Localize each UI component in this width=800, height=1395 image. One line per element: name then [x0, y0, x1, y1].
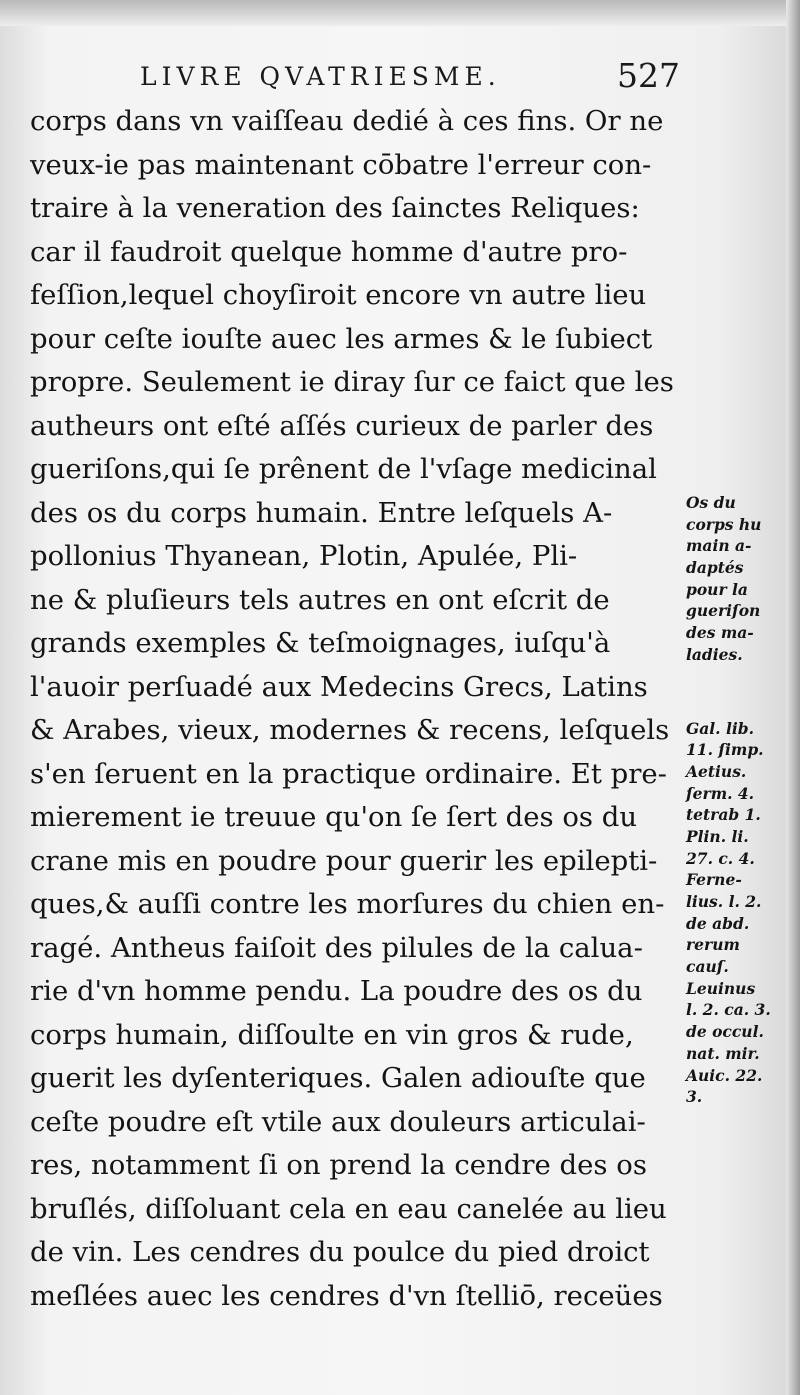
margin-note-line: des ma- [686, 623, 754, 643]
text-line: l'auoir perſuadé aux Medecins Grecs, Latins [30, 670, 648, 703]
margin-note-line: de occul. [686, 1022, 764, 1042]
margin-note-line: 27. c. 4. [686, 848, 755, 868]
text-line: corps dans vn vaiſſeau dedié à ces fins. Or ne [30, 105, 664, 137]
text-line: rie d'vn homme pendu. La poudre des os du [30, 975, 643, 1007]
margin-note-line: gueriſon [686, 601, 761, 621]
margin-note-line: cauſ. [686, 957, 729, 977]
margin-note-references [686, 718, 786, 1108]
margin-note-subject [686, 492, 786, 666]
page-number: 527 [617, 56, 680, 95]
margin-note-line: nat. mir. [686, 1043, 760, 1063]
text-line: de vin. Les cendres du poulce du pied droict [30, 1236, 650, 1268]
text-line: propre. Seulement ie diray ſur ce faict que les [30, 366, 674, 398]
text-line: meſlées auec les cendres d'vn ſtelliō, receües [30, 1279, 663, 1312]
margin-note-line: Plin. li. [686, 826, 749, 846]
text-line: ragé. Antheus faiſoit des pilules de la calua- [30, 931, 643, 964]
body-text [30, 100, 690, 1318]
text-line: & Arabes, vieux, modernes & recens, leſquels [30, 714, 670, 746]
page-header [140, 58, 680, 98]
margin-note-line: lius. l. 2. [686, 892, 762, 911]
margin-note-line: tetrab 1. [686, 805, 761, 825]
text-line: ques,& auſſi contre les morſures du chien en- [30, 888, 665, 920]
margin-note-line: Ferne- [686, 870, 742, 890]
margin-note-line: l. 2. ca. 3. [686, 1000, 771, 1020]
text-line: crane mis en poudre pour guerir les epilepti- [30, 844, 658, 877]
page-top-shadow [0, 0, 800, 26]
text-line: gueriſons,qui ſe prênent de l'vſage medicinal [30, 453, 657, 485]
text-line: ne & pluſieurs tels autres en ont eſcrit de [30, 583, 610, 616]
text-line: veux-ie pas maintenant cōbatre l'erreur con- [30, 148, 652, 181]
text-line: pollonius Thyanean, Plotin, Apulée, Pli- [30, 540, 578, 572]
margin-note-line: main a- [686, 536, 752, 556]
text-line: pour ceſte iouſte auec les armes & le ſubiect [30, 322, 653, 355]
margin-note-line: corps hu [686, 514, 762, 534]
margin-note-line: rerum [686, 935, 740, 955]
text-line: guerit les dyſenteriques. Galen adiouſte que [30, 1062, 646, 1094]
margin-note-line: ſerm. 4. [686, 783, 755, 803]
margin-note-line: 11. ſimp. [686, 740, 764, 760]
text-line: corps humain, diſſoulte en vin gros & rude, [30, 1018, 634, 1051]
text-line: feſſion,lequel choyſiroit encore vn autre lieu [30, 279, 647, 311]
text-line: traire à la veneration des ſainctes Reliques: [30, 192, 640, 224]
text-line: autheurs ont eſté aſſés curieux de parler des [30, 409, 654, 442]
text-line: bruſlés, diſſoluant cela en eau canelée au lieu [30, 1192, 667, 1225]
text-line: des os du corps humain. Entre leſquels A- [30, 496, 613, 529]
running-title: LIVRE QVATRIESME. [140, 62, 501, 91]
margin-note-line: Os du [686, 493, 736, 512]
margin-note-line: daptés [686, 558, 744, 578]
margin-note-line: Gal. lib. [686, 718, 754, 738]
text-line: car il faudroit quelque homme d'autre pro- [30, 235, 628, 268]
margin-note-line: 3. [686, 1087, 703, 1107]
text-line: grands exemples & teſmoignages, iuſqu'à [30, 627, 611, 659]
margin-notes [686, 492, 786, 1108]
text-line: s'en ſeruent en la practique ordinaire. Et pre- [30, 757, 667, 790]
margin-note-line: Aetius. [686, 761, 747, 781]
margin-note-line: ladies. [686, 644, 743, 664]
margin-note-line: Leuinus [686, 978, 756, 998]
page-right-shadow [786, 0, 800, 1395]
margin-note-line: Auic. 22. [686, 1065, 763, 1085]
margin-note-line: de abd. [686, 913, 750, 933]
text-line: mierement ie treuue qu'on ſe ſert des os du [30, 801, 638, 833]
margin-note-line: pour la [686, 579, 748, 599]
text-line: res, notamment ſi on prend la cendre des os [30, 1149, 647, 1181]
text-line: ceſte poudre eſt vtile aux douleurs articulai- [30, 1105, 646, 1138]
